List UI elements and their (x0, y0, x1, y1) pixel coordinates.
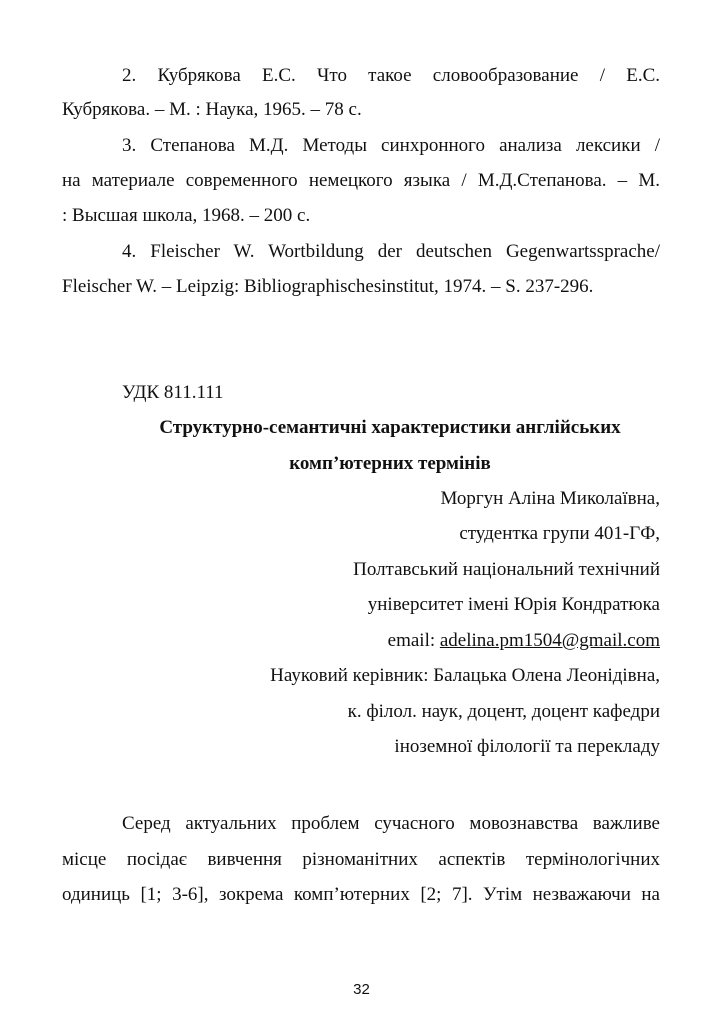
body-line-3: одиниць [1; 3-6], зокрема комп’ютерних [2; 7]. Утім незважаючи на (62, 884, 660, 905)
udc-code: УДК 811.111 (122, 382, 224, 403)
author-institution-line-2: університет імені Юрія Кондратюка (367, 594, 660, 615)
body-line-2: місце посідає вивчення різноманітних аспектів термінологічних (62, 849, 660, 870)
reference-2-line-1: 2. Кубрякова Е.С. Что такое словообразование / Е.С. (122, 65, 660, 86)
article-title-line-2: комп’ютерних термінів (289, 453, 491, 474)
supervisor-line-1: Науковий керівник: Балацька Олена Леонідівна, (270, 665, 660, 686)
reference-4-line-2: Fleischer W. – Leipzig: Bibliographischesinstitut, 1974. – S. 237-296. (62, 276, 594, 297)
author-institution-line-1: Полтавський національний технічний (353, 559, 660, 580)
email-link[interactable]: adelina.pm1504@gmail.com (439, 630, 660, 651)
supervisor-line-3: іноземної філології та перекладу (394, 736, 660, 757)
reference-3-line-2: на материале современного немецкого языка / М.Д.Степанова. – М. (62, 170, 660, 191)
supervisor-line-2: к. філол. наук, доцент, доцент кафедри (347, 701, 660, 722)
reference-3-line-1: 3. Степанова М.Д. Методы синхронного анализа лексики / (122, 135, 660, 156)
article-title-line-1: Структурно-семантичні характеристики англійських (159, 417, 621, 438)
email-label: email: (387, 630, 440, 651)
reference-2-line-2: Кубрякова. – М. : Наука, 1965. – 78 с. (62, 99, 362, 120)
page-number: 32 (353, 981, 370, 998)
author-position: студентка групи 401-ГФ, (459, 523, 660, 544)
body-line-1: Серед актуальних проблем сучасного мовознавства важливе (122, 813, 660, 834)
author-name: Моргун Аліна Миколаївна, (440, 488, 660, 509)
author-email (62, 629, 660, 653)
reference-4-line-1: 4. Fleischer W. Wortbildung der deutschen Gegenwartssprache/ (122, 241, 660, 262)
reference-3-line-3: : Высшая школа, 1968. – 200 с. (62, 205, 311, 226)
